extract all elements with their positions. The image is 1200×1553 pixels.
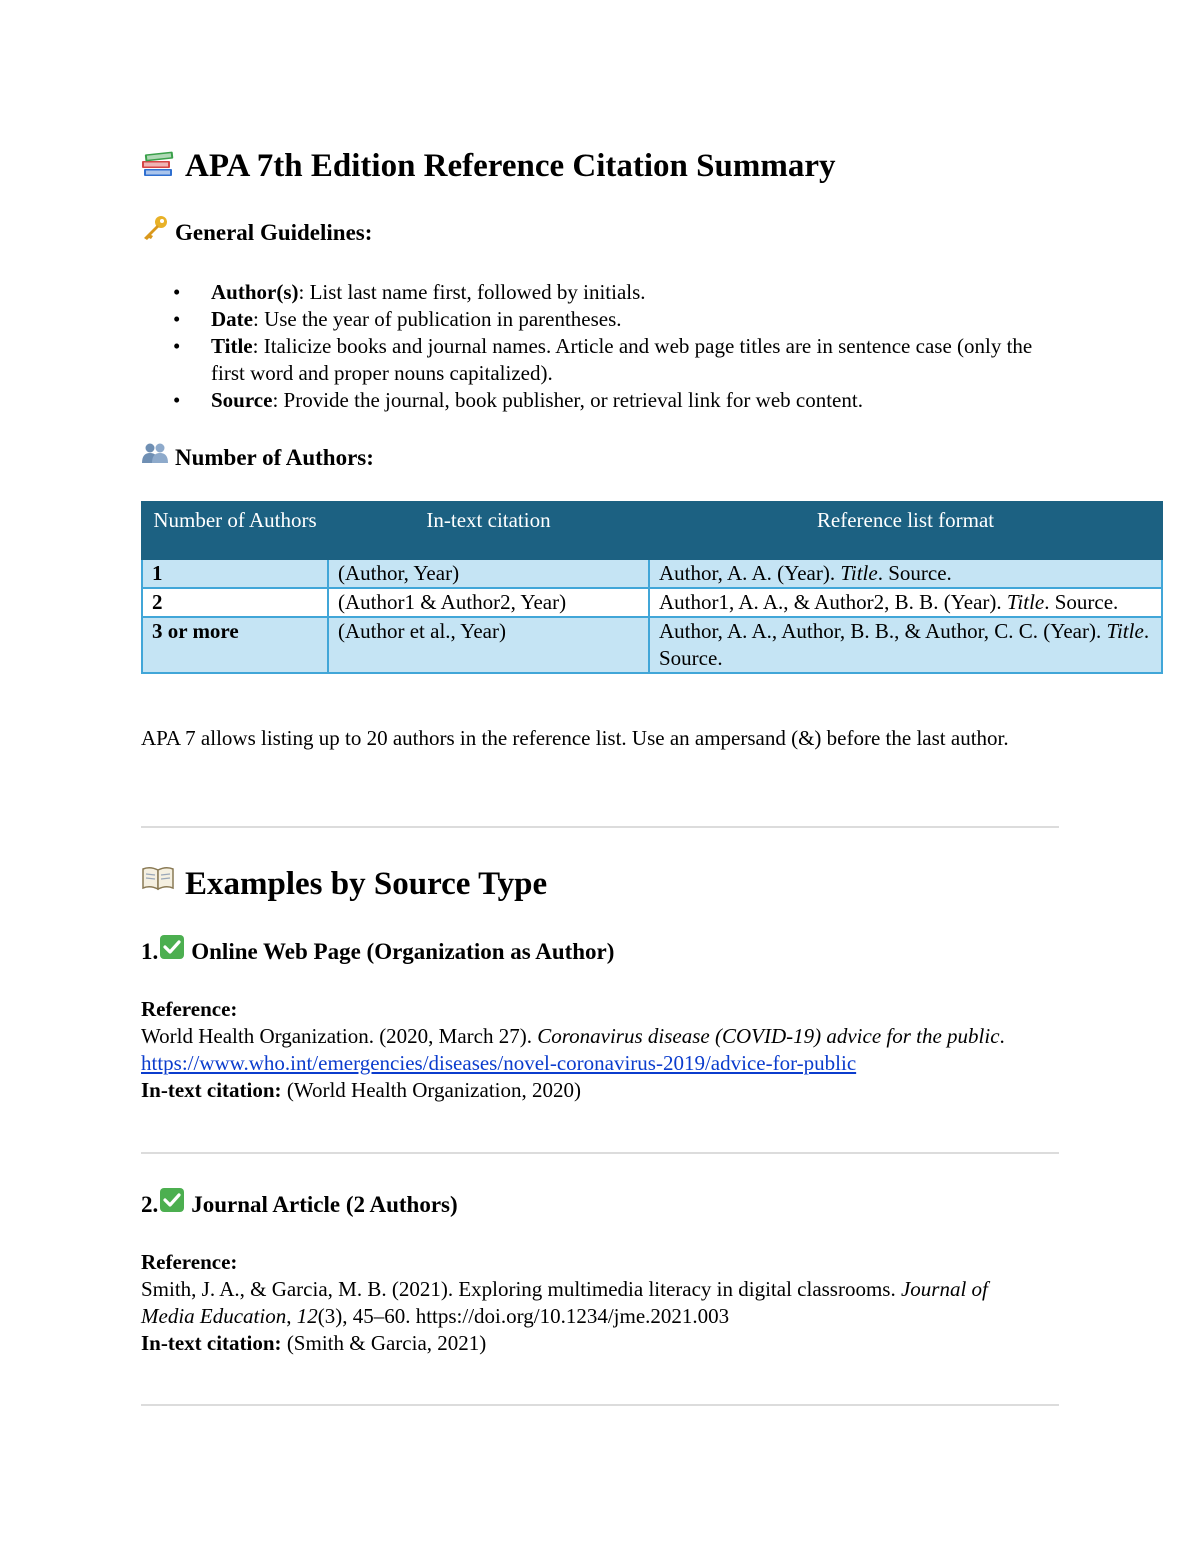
title-text: APA 7th Edition Reference Citation Summary <box>185 148 836 184</box>
reference-format-cell: Author, A. A., Author, B. B., & Author, C. C. (Year). Title. Source. <box>649 617 1162 673</box>
number-of-authors-heading: Number of Authors: <box>141 443 374 473</box>
table-row <box>142 559 1162 588</box>
open-book-icon <box>141 861 175 901</box>
intext-cell: (Author, Year) <box>328 559 649 588</box>
reference-format-cell: Author1, A. A., & Author2, B. B. (Year). Title. Source. <box>649 588 1162 617</box>
list-item: • Source: Provide the journal, book publisher, or retrieval link for web content. <box>141 387 1061 414</box>
check-mark-icon <box>159 1187 185 1221</box>
intext-cell: (Author et al., Year) <box>328 617 649 673</box>
example-2-body <box>141 1249 1041 1357</box>
authors-table <box>141 501 1163 674</box>
check-mark-icon <box>159 934 185 968</box>
general-guidelines-heading: General Guidelines: <box>141 218 372 249</box>
intext-cell: (Author1 & Author2, Year) <box>328 588 649 617</box>
key-icon <box>141 215 169 249</box>
table-row <box>142 588 1162 617</box>
reference-label: Reference: <box>141 997 238 1021</box>
intext-citation: In-text citation: (Smith & Garcia, 2021) <box>141 1331 487 1355</box>
books-icon <box>141 147 175 189</box>
page-title <box>141 146 835 189</box>
people-icon <box>141 442 169 472</box>
divider <box>141 826 1059 828</box>
column-header: Number of Authors <box>142 502 328 559</box>
reference-entry: Smith, J. A., & Garcia, M. B. (2021). Exploring multimedia literacy in digital classrooms. Journal of Media Education, 12(3), 45–60. https://doi.org/10.1234/jme.2021.003 <box>141 1277 988 1328</box>
table-header-row <box>142 502 1162 559</box>
reference-format-cell: Author, A. A. (Year). Title. Source. <box>649 559 1162 588</box>
who-link[interactable]: https://www.who.int/emergencies/diseases/novel-coronavirus-2019/advice-for-public <box>141 1051 857 1075</box>
author-count-cell: 2 <box>142 588 328 617</box>
column-header: In-text citation <box>328 502 649 559</box>
example-2-heading: 2. Journal Article (2 Authors) <box>141 1190 458 1221</box>
list-item: • Author(s): List last name first, followed by initials. <box>141 279 1061 306</box>
divider <box>141 1152 1059 1154</box>
authors-note: APA 7 allows listing up to 20 authors in the reference list. Use an ampersand (&) before the last author. <box>141 726 1009 750</box>
author-count-cell: 1 <box>142 559 328 588</box>
guidelines-list <box>141 279 1061 414</box>
examples-heading: Examples by Source Type <box>141 864 547 904</box>
example-1-body <box>141 996 1061 1104</box>
table-row <box>142 617 1162 673</box>
list-item: • Title: Italicize books and journal names. Article and web page titles are in sentence case (only the first word and proper nouns capitalized). <box>141 333 1061 387</box>
example-1-heading: 1. Online Web Page (Organization as Author) <box>141 937 614 968</box>
author-count-cell: 3 or more <box>142 617 328 673</box>
column-header: Reference list format <box>649 502 1162 559</box>
list-item: • Date: Use the year of publication in parentheses. <box>141 306 1061 333</box>
reference-entry: World Health Organization. (2020, March 27). Coronavirus disease (COVID-19) advice for the public. https://www.who.int/emergencies/diseases/novel-coronavirus-2019/advice-for-public <box>141 1024 1005 1075</box>
divider <box>141 1404 1059 1406</box>
reference-label: Reference: <box>141 1250 238 1274</box>
intext-citation: In-text citation: (World Health Organization, 2020) <box>141 1078 581 1102</box>
